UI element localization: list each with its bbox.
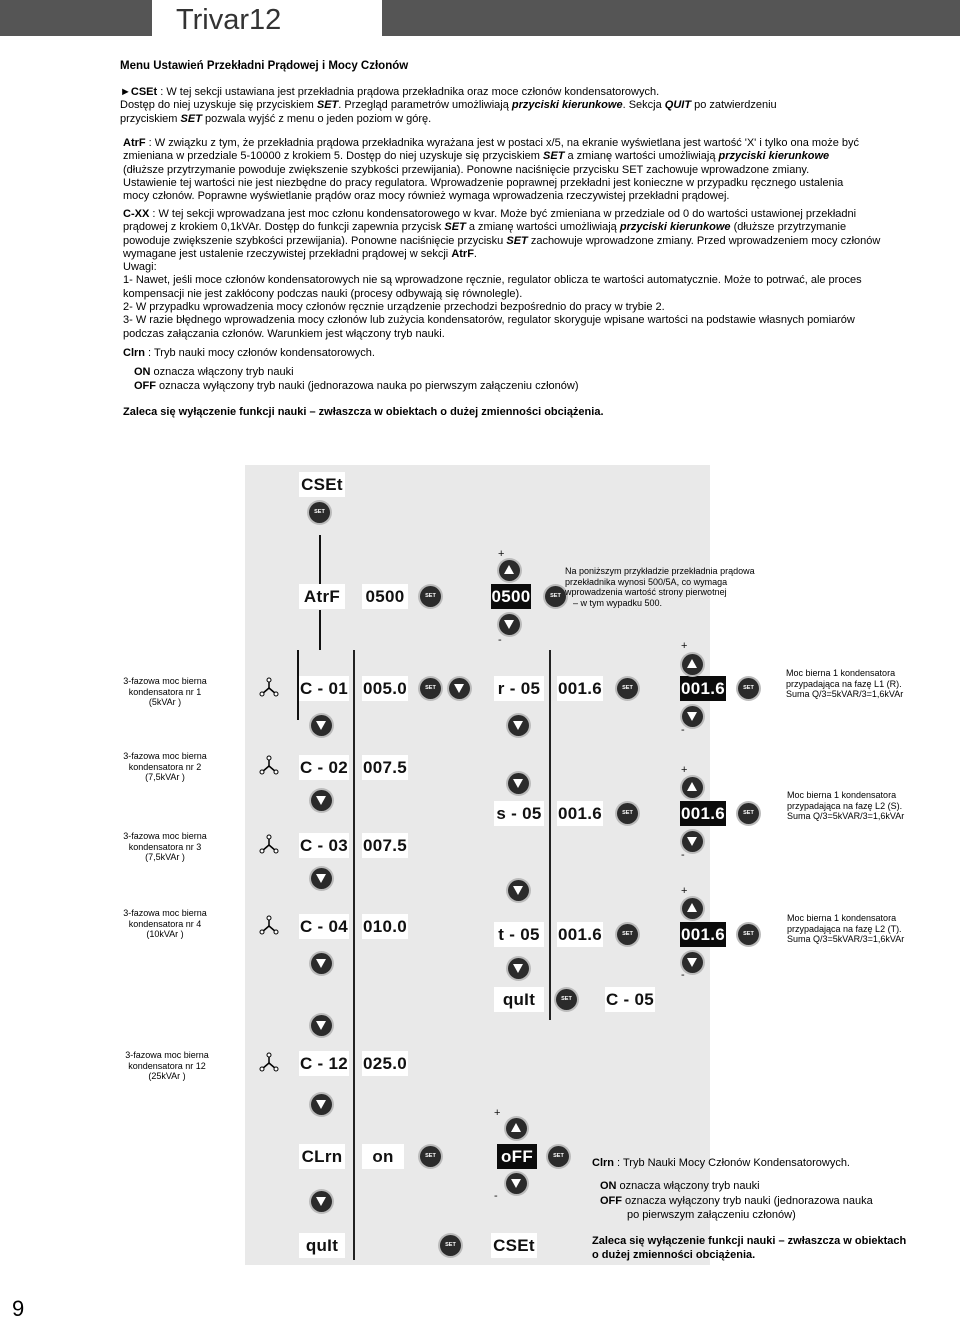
down-arrow-icon	[513, 886, 523, 895]
text: – w tym wypadku 500.	[573, 597, 663, 608]
set-button[interactable]: SET	[440, 1235, 461, 1256]
text: przekładnika wynosi 500/5A, co wymaga	[565, 576, 728, 587]
up-arrow-button[interactable]	[499, 560, 520, 581]
text: (dłuższe przytrzymanie powoduje zwiększenie szybkości przewijania). Ponowne naciśnięcie przycisku SET zachowuje wprowadzone zmiany.	[123, 163, 810, 176]
text: prądowej z krokiem 0,1kVAr. Dostęp do funkcji zapewnia przycisk	[123, 221, 445, 234]
down-arrow-button[interactable]	[508, 958, 529, 979]
plus-sign: +	[681, 764, 688, 776]
minus-sign: -	[681, 849, 685, 861]
text: pozwala wyjść z menu o jeden poziom w górę.	[201, 112, 432, 125]
text: kondensatora nr 2	[128, 761, 202, 772]
text: przypadająca na fazę L2 (S).	[787, 800, 903, 811]
page-title: Trivar12	[176, 4, 282, 36]
down-arrow-button[interactable]	[508, 773, 529, 794]
capacitor-note-2	[110, 751, 220, 783]
recommendation: Zaleca się wyłączenie funkcji nauki – zwłaszcza w obiektach o dużej zmienności obciążenia.	[123, 406, 604, 418]
set-ref: SET	[543, 150, 565, 163]
up-arrow-button[interactable]	[506, 1118, 527, 1139]
set-ref: SET	[444, 221, 466, 234]
text: (dłuższe przytrzymanie	[730, 221, 847, 234]
text: 1- Nawet, jeśli moce członów kondensatorowych nie są wprowadzone ręcznie, regulator oblicza te wartości automatycznie. Może to potrwać, ale proces	[123, 274, 862, 287]
three-phase-icon	[258, 915, 280, 937]
set-button[interactable]: SET	[617, 803, 638, 824]
display-s05-edit: 001.6	[680, 801, 726, 826]
display-r05-edit: 001.6	[680, 676, 726, 701]
minus-sign: -	[498, 634, 502, 646]
text: 3- W razie błędnego wprowadzenia mocy członów lub zużycia kondensatorów, regulator skoryguje wpisane wartości na podstawie własnych pomiarów	[123, 314, 855, 327]
display-t05-value: 001.6	[557, 922, 603, 947]
menu-rail	[353, 650, 355, 1260]
set-button[interactable]: SET	[617, 924, 638, 945]
text: wprowadzenia wartość strony pierwotnej	[565, 587, 727, 597]
set-button[interactable]: SET	[738, 678, 759, 699]
display-s05: s - 05	[494, 801, 544, 826]
text: . Przegląd parametrów umożliwiają	[338, 99, 512, 112]
down-arrow-button[interactable]	[311, 953, 332, 974]
set-button[interactable]: SET	[420, 678, 441, 699]
off-label: OFF	[600, 1195, 622, 1207]
display-c01: C - 01	[299, 676, 349, 701]
up-arrow-icon	[511, 1123, 521, 1132]
text: kondensatora nr 1	[128, 686, 202, 697]
text: .	[473, 247, 477, 260]
down-arrow-button[interactable]	[682, 831, 703, 852]
down-arrow-button[interactable]	[311, 868, 332, 889]
display-quit: quIt	[494, 987, 544, 1012]
phase-note-2	[787, 790, 904, 822]
text: : Tryb Nauki Mocy Członów Kondensatorowych.	[614, 1157, 850, 1169]
display-clrn-edit: oFF	[497, 1144, 537, 1169]
up-arrow-button[interactable]	[682, 654, 703, 675]
down-arrow-button[interactable]	[449, 678, 470, 699]
right-off-note	[600, 1195, 873, 1209]
quit-ref: QUIT	[664, 99, 692, 112]
up-arrow-icon	[687, 903, 697, 912]
text: oznacza włączony tryb nauki	[150, 366, 294, 378]
text: przypadająca na fazę L1 (R).	[786, 678, 902, 689]
arrows-ref: przyciski kierunkowe	[619, 221, 731, 234]
three-phase-icon	[258, 834, 280, 856]
capacitor-note-1	[110, 676, 220, 708]
capacitor-note-4	[110, 908, 220, 940]
set-button[interactable]: SET	[617, 678, 638, 699]
header-bar-right	[382, 0, 960, 36]
paragraph-atrf	[123, 137, 923, 203]
header-bar-left	[0, 0, 152, 36]
capacitor-note-3	[110, 831, 220, 863]
text: zachowuje wprowadzone zmiany. Przed wprowadzeniem mocy członów	[527, 234, 881, 247]
text: . Sekcja	[622, 99, 665, 112]
down-arrow-icon	[513, 721, 523, 730]
connector-line	[319, 610, 321, 650]
display-quit-final: quIt	[299, 1233, 345, 1258]
section-title: Menu Ustawień Przekładni Prądowej i Mocy Członów	[120, 60, 409, 72]
text: Ustawienie tej wartości nie jest niezbędne do pracy regulatora. Wprowadzenie poprawnej przekładni jest konieczne w przypadku ręcznego ustalenia	[123, 176, 844, 189]
minus-sign: -	[494, 1190, 498, 1202]
text: po zatwierdzeniu	[691, 99, 777, 112]
plus-sign: +	[498, 548, 505, 560]
display-c12-value: 025.0	[362, 1051, 408, 1076]
text: Suma Q/3=5kVAR/3=1,6kVAr	[786, 689, 904, 699]
down-arrow-icon	[316, 874, 326, 883]
display-c05: C - 05	[605, 987, 655, 1012]
clrn-on-line	[134, 366, 934, 379]
text: podczas załączania członów. Warunkiem jest włączony tryb nauki.	[123, 327, 445, 340]
text: 3-fazowa moc bierna	[123, 908, 207, 918]
text: : W tej sekcji wprowadzana jest moc członu kondensatorowego w kvar. Może być zmieniana w przedziale od 0 do wartości ustawionej przekładni	[149, 208, 857, 220]
down-arrow-button[interactable]	[508, 880, 529, 901]
text: Moc bierna 1 kondensatora	[787, 790, 897, 800]
text: kompensacji nie jest zakłócony podczas nauki (procesy odbywają się równolegle).	[123, 287, 523, 300]
text: a zmianę wartości umożliwiają	[465, 221, 620, 234]
down-arrow-button[interactable]	[506, 1173, 527, 1194]
down-arrow-icon	[454, 684, 464, 693]
plus-sign: +	[681, 885, 688, 897]
display-c02: C - 02	[299, 755, 349, 780]
up-arrow-icon	[504, 565, 514, 574]
minus-sign: -	[681, 969, 685, 981]
down-arrow-icon	[513, 964, 523, 973]
display-c04-value: 010.0	[362, 914, 408, 939]
text: 3-fazowa moc bierna	[125, 1050, 209, 1060]
set-ref: SET	[316, 99, 339, 112]
down-arrow-icon	[687, 958, 697, 967]
arrows-ref: przyciski kierunkowe	[511, 99, 623, 112]
set-ref: SET	[180, 112, 202, 125]
display-t05: t - 05	[494, 922, 544, 947]
text: mocy członów. Poprawne wyświetlanie prądów oraz mocy również wymaga wprowadzenia rzeczywistej przekładni prądowej.	[123, 190, 730, 203]
clrn-label: Clrn	[592, 1157, 614, 1169]
display-clrn: CLrn	[299, 1144, 345, 1169]
text: (5kVAr )	[148, 697, 182, 707]
display-c01-value: 005.0	[362, 676, 408, 701]
display-clrn-value: on	[362, 1144, 404, 1169]
display-r05-value: 001.6	[557, 676, 603, 701]
down-arrow-button[interactable]	[499, 614, 520, 635]
down-arrow-button[interactable]	[311, 1191, 332, 1212]
up-arrow-button[interactable]	[682, 777, 703, 798]
down-arrow-icon	[687, 712, 697, 721]
down-arrow-button[interactable]	[508, 715, 529, 736]
display-t05-edit: 001.6	[680, 922, 726, 947]
text: : Tryb nauki mocy członów kondensatorowych.	[145, 347, 375, 359]
set-button[interactable]: SET	[309, 502, 330, 523]
down-arrow-icon	[687, 837, 697, 846]
set-button[interactable]: SET	[545, 586, 566, 607]
down-arrow-icon	[316, 959, 326, 968]
text: Suma Q/3=5kVAR/3=1,6kVAr	[787, 934, 905, 944]
display-c03-value: 007.5	[362, 833, 408, 858]
paragraph-cset	[120, 86, 920, 126]
set-button[interactable]: SET	[420, 586, 441, 607]
three-phase-icon	[258, 1052, 280, 1074]
text: : W tej sekcji ustawiana jest przekładnia prądowa przekładnika oraz moce członów kondensatorowych.	[157, 86, 660, 98]
up-arrow-button[interactable]	[682, 898, 703, 919]
down-arrow-button[interactable]	[311, 715, 332, 736]
right-clrn-note	[592, 1157, 850, 1171]
minus-sign: -	[681, 724, 685, 736]
on-label: ON	[134, 366, 151, 378]
right-off-note-2: po pierwszym załączeniu członów)	[627, 1209, 796, 1221]
text: wymagane jest ustalenie rzeczywistej przekładni prądowej w sekcji	[123, 247, 452, 260]
text: oznacza wyłączony tryb nauki (jednorazowa nauka po pierwszym załączeniu członów)	[156, 380, 579, 392]
text: kondensatora nr 3	[128, 841, 202, 852]
text: oznacza włączony tryb nauki	[616, 1180, 760, 1192]
paragraph-cxx	[123, 208, 923, 341]
atrf-label: AtrF	[123, 137, 146, 149]
plus-sign: +	[494, 1107, 501, 1119]
text: 3-fazowa moc bierna	[123, 831, 207, 841]
text: 3-fazowa moc bierna	[123, 676, 207, 686]
display-cset-final: CSEt	[491, 1233, 537, 1258]
three-phase-icon	[258, 677, 280, 699]
down-arrow-icon	[316, 1100, 326, 1109]
display-atrf-value: 0500	[362, 584, 408, 609]
paragraph-clrn	[123, 347, 923, 360]
display-atrf-edit: 0500	[491, 584, 531, 609]
text: Dostęp do niej uzyskuje się przyciskiem	[120, 99, 317, 112]
text: Na poniższym przykładzie przekładnia prądowa	[565, 566, 755, 576]
down-arrow-icon	[504, 620, 514, 629]
down-arrow-button[interactable]	[682, 706, 703, 727]
right-recommend-2: o dużej zmienności obciążenia.	[592, 1249, 756, 1261]
phase-note-3	[787, 913, 904, 945]
text: oznacza wyłączony tryb nauki (jednorazowa nauka	[622, 1195, 873, 1207]
set-button[interactable]: SET	[556, 989, 577, 1010]
capacitor-note-12	[112, 1050, 222, 1082]
phase-note-1	[786, 668, 903, 700]
arrows-ref: przyciski kierunkowe	[718, 150, 830, 163]
text: 2- W przypadku wprowadzenia mocy członów ręcznie urządzenie przechodzi bezpośrednio do pracy w trybie 2.	[123, 301, 665, 314]
text: 3-fazowa moc bierna	[123, 751, 207, 761]
text: kondensatora nr 4	[128, 918, 202, 929]
right-on-note	[600, 1180, 760, 1194]
text: (25kVAr )	[148, 1071, 186, 1081]
text: Moc bierna 1 kondensatora	[786, 668, 896, 678]
down-arrow-icon	[511, 1179, 521, 1188]
down-arrow-icon	[316, 1197, 326, 1206]
text: powoduje zwiększenie szybkości przewijania). Ponowne naciśnięcie przycisku	[123, 234, 507, 247]
text: (7,5kVAr )	[145, 852, 185, 862]
text: przyciskiem	[120, 112, 181, 125]
set-button[interactable]: SET	[738, 924, 759, 945]
down-arrow-icon	[316, 1021, 326, 1030]
display-s05-value: 001.6	[557, 801, 603, 826]
down-arrow-button[interactable]	[311, 790, 332, 811]
down-arrow-button[interactable]	[311, 1015, 332, 1036]
atrf-ref: AtrF	[451, 247, 474, 260]
off-label: OFF	[134, 380, 156, 392]
display-c03: C - 03	[299, 833, 349, 858]
set-ref: SET	[506, 234, 528, 247]
text: kondensatora nr 12	[128, 1060, 206, 1071]
example-note	[565, 566, 755, 608]
text: : W związku z tym, że przekładnia prądowa przekładnika wyrażana jest w postaci x/5, na ekranie wyświetlana jest wartość 'X' i tylko ona może być	[145, 137, 859, 149]
display-c04: C - 04	[299, 914, 349, 939]
display-atrf: AtrF	[299, 584, 345, 609]
up-arrow-icon	[687, 782, 697, 791]
text: (7,5kVAr )	[145, 772, 185, 782]
text: a zmianę wartości umożliwiają	[564, 150, 719, 163]
text: przypadająca na fazę L2 (T).	[787, 923, 902, 934]
text: Moc bierna 1 kondensatora	[787, 913, 897, 923]
down-arrow-icon	[316, 796, 326, 805]
up-arrow-icon	[687, 659, 697, 668]
cxx-label: C-XX	[123, 208, 150, 220]
display-c02-value: 007.5	[362, 755, 408, 780]
connector-line	[319, 535, 321, 585]
right-recommend-1: Zaleca się wyłączenie funkcji nauki – zwłaszcza w obiektach	[592, 1235, 907, 1247]
page-number: 9	[12, 1296, 25, 1321]
three-phase-icon	[258, 755, 280, 777]
display-r05: r - 05	[494, 676, 544, 701]
submenu-rail	[549, 650, 551, 1020]
cset-label: ►CSEt	[120, 86, 158, 98]
clrn-label: Clrn	[123, 347, 145, 359]
display-c12: C - 12	[299, 1051, 349, 1076]
set-button[interactable]: SET	[420, 1146, 441, 1167]
set-button[interactable]: SET	[548, 1146, 569, 1167]
down-arrow-icon	[513, 779, 523, 788]
remarks-title: Uwagi:	[123, 261, 157, 274]
clrn-off-line	[134, 380, 934, 393]
on-label: ON	[600, 1180, 617, 1192]
set-button[interactable]: SET	[738, 803, 759, 824]
down-arrow-button[interactable]	[311, 1094, 332, 1115]
down-arrow-button[interactable]	[682, 952, 703, 973]
display-cset: CSEt	[299, 472, 345, 497]
text: (10kVAr )	[146, 929, 184, 939]
text: zmieniana w przedziale 5-10000 z krokiem 5. Dostęp do niej uzyskuje się przyciskiem	[123, 150, 544, 163]
down-arrow-icon	[316, 721, 326, 730]
plus-sign: +	[681, 640, 688, 652]
text: Suma Q/3=5kVAR/3=1,6kVAr	[787, 811, 905, 821]
